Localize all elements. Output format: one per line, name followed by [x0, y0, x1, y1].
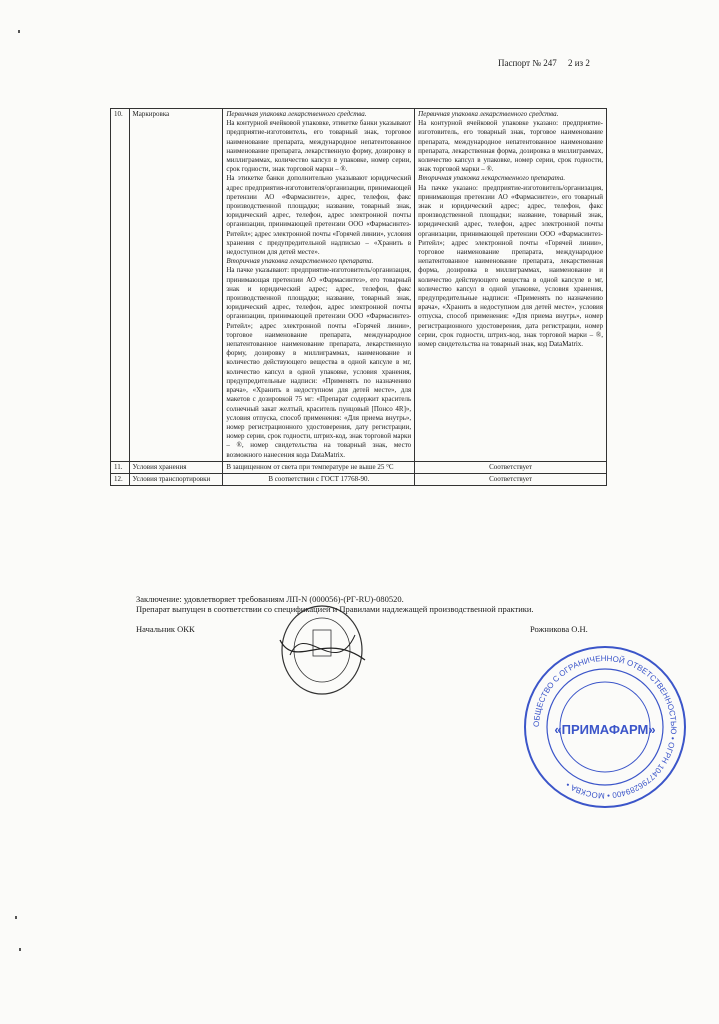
row-number: 12. [111, 473, 130, 485]
table-row-transport [111, 473, 607, 485]
table-row-marking [111, 109, 607, 462]
release-note: Препарат выпущен в соответствии со спецификацией и Правилами надлежащей производственной практики. [136, 604, 534, 614]
scan-speck [19, 948, 21, 951]
conclusion: Заключение: удовлетворяет требованиям ЛП-N (000056)-(РГ-RU)-080520. [136, 594, 404, 604]
section-heading: Первичная упаковка лекарственного средства. [418, 110, 559, 118]
row-name: Условия хранения [129, 461, 223, 473]
signer-name: Рожникова О.Н. [530, 624, 588, 634]
section-heading: Вторичная упаковка лекарственного препарата. [226, 257, 374, 266]
transport-result: Соответствует [415, 473, 607, 485]
page-header [498, 58, 590, 68]
paragraph: На пачке указано: предприятие-изготовитель/организация, принимающая претензии АО «Фармасинтез», его товарный знак и юридический адрес; адрес, телефон, факс производственной площадки; название, товарный знак, юридический адрес, телефон, адрес электронной почты организации, принимающей претензии ООО «Фармасинтез-Ритейл»; адрес электронной почты «Горячей линии», торговое наименование препарата, международное непатентованное наименование препарата, лекарственная форма, дозировка в миллиграммах, наименование и количество действующего вещества в одной капсуле в мг, количество капсул в одной упаковке, условия хранения, предупредительные надписи: «Применять по назначению врача», «Хранить в недоступном для детей месте», условия отпуска, способ применения: «Для приема внутрь», номер регистрационного удостоверения, дата регистрации, номер серии, срок годности, штрих-код, знак торговой марки – ®, номер свидетельства на товарный знак, код DataMatrix. [418, 183, 603, 349]
row-name: Условия транспортировки [129, 473, 223, 485]
stamp-center-text: «ПРИМАФАРМ» [554, 722, 656, 737]
company-stamp-icon [520, 642, 690, 812]
table-row-storage [111, 461, 607, 473]
marking-result [415, 109, 607, 462]
storage-result: Соответствует [415, 461, 607, 473]
scan-speck [18, 30, 20, 33]
qc-stamp-icon [275, 600, 370, 700]
marking-requirement [223, 109, 415, 462]
paragraph: На пачке указывают: предприятие-изготовитель/организация, принимающая претензии АО «Фармасинтез», его товарный знак и юридический адрес; адрес, телефон, факс производственной площадки; название, товарный знак, юридический адрес, телефон, адрес электронной почты организации, принимающей претензии ООО «Фармасинтез-Ритейл»; адрес электронной почты «Горячей линии», торговое наименование препарата, международное непатентованное наименование препарата, лекарственную форму, дозировку в миллиграммах, наименование и количество действующего вещества в одной капсуле в мг, количество капсул в одной упаковке, условия хранения, предупредительные надписи: «Применять по назначению врача», «Хранить в недоступном для детей месте», для макетов с дозировкой 75 мг: «Препарат содержит краситель солнечный закат желтый, краситель пунцовый [Понсо 4R]», условия отпуска, способ применения: «Для приема внутрь», номер регистрационного удостоверения, дату регистрации, номер серии, срок годности, штрих-код, знак торговой марки – ®, номер свидетельства на товарный знак, место возможного нанесения кода DataMatrix. [226, 266, 412, 459]
passport-table [110, 108, 607, 486]
row-number: 10. [111, 109, 130, 462]
transport-requirement: В соответствии с ГОСТ 17768-90. [223, 473, 415, 485]
scan-speck [15, 916, 17, 919]
section-heading: Вторичная упаковка лекарственного препарата. [418, 174, 566, 183]
page-counter: 2 из 2 [567, 58, 590, 68]
storage-requirement: В защищенном от света при температуре не выше 25 °С [223, 461, 415, 473]
paragraph: На контурной ячейковой упаковке указано: предприятие-изготовитель, его товарный знак, торговое наименование препарата, международное непатентованное наименование препарата, лекарственная форма, дозировка в миллиграммах, количество капсул в упаковке, номер серии, срок годности, знак торговой марки – ®. [418, 119, 603, 174]
row-number: 11. [111, 461, 130, 473]
paragraph: На этикетке банки дополнительно указывают юридический адрес предприятия-изготовителя/организации, принимающей претензии АО «Фармасинтез», адрес, телефон, факс производственной площадки; название, товарный знак, юридический адрес, телефон, адрес электронной почты организации, принимающей претензии ООО «Фармасинтез-Ритейл»; адрес электронной почты «Горячей линии», условия хранения с предупредительной надписью – «Хранить в недоступном для детей месте». [226, 174, 412, 257]
row-name: Маркировка [129, 109, 223, 462]
stamp-ring-text: ОБЩЕСТВО С ОГРАНИЧЕННОЙ ОТВЕТСТВЕННОСТЬЮ • ОГРН 1047796289400 • МОСКВА • [531, 653, 679, 801]
section-heading: Первичная упаковка лекарственного средства. [226, 110, 367, 118]
paragraph: На контурной ячейковой упаковке, этикетке банки указывают предприятие-изготовитель, его товарный знак, торговое наименование препарата, международное непатентованное наименование препарата, лекарственную форму, дозировку в миллиграммах, количество капсул в упаковке, номер серии, срок годности, знак торговой марки – ®. [226, 119, 412, 174]
signer-position: Начальник ОКК [136, 624, 195, 634]
passport-number: Паспорт № 247 [498, 58, 557, 68]
